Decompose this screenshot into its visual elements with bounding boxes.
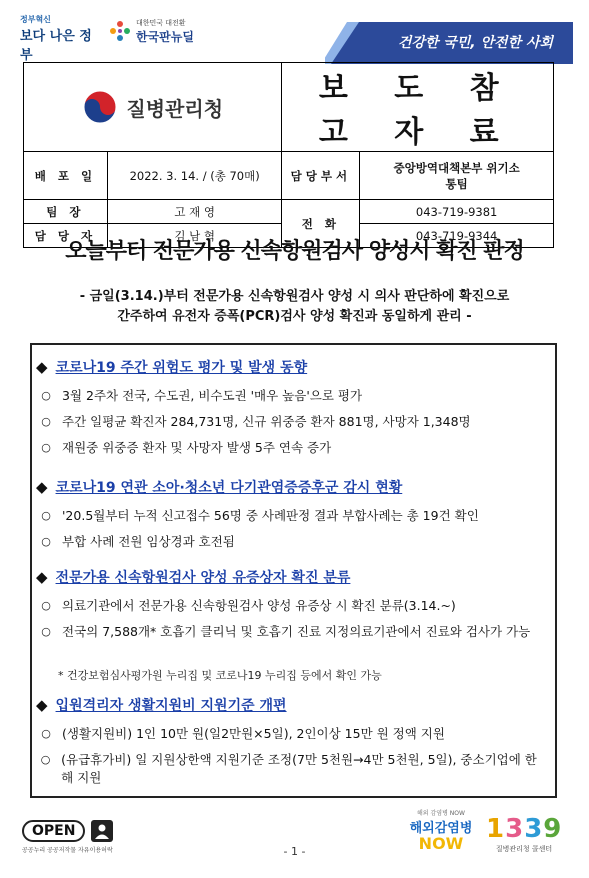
circle-bullet-icon: ○ — [41, 599, 51, 612]
hotline-logo — [486, 814, 562, 860]
circle-bullet-icon: ○ — [40, 753, 51, 766]
page-number: - 1 - — [283, 845, 306, 858]
section-heading — [36, 357, 307, 377]
section-title: 전문가용 신속항원검사 양성 유증상자 확진 분류 — [55, 570, 351, 586]
section-title: 입원격리자 생활지원비 지원기준 개편 — [55, 698, 287, 714]
list-item: ○ 재원중 위중증 환자 및 사망자 발생 5주 연속 증가 — [41, 440, 332, 455]
footnote: * 건강보험심사평가원 누리집 및 코로나19 누리집 등에서 확인 가능 — [58, 669, 382, 682]
date-value: 2022. 3. 14. / (총 70매) — [107, 152, 282, 200]
list-item: ○ (유급휴가비) 일 지원상한액 지원기준 조정(7만 5천원→4만 5천원, 5일), 중소기업에 한해 지원 — [40, 752, 537, 785]
slogan-banner — [325, 22, 573, 64]
gov-logo-main-text: 보다 나은 정부 — [20, 29, 92, 63]
phone-label: 전 화 — [282, 200, 360, 248]
section-heading — [36, 477, 402, 497]
new-deal-main-text: 한국판뉴딜 — [136, 29, 194, 44]
list-item: ○ 전국의 7,588개* 호흡기 클리닉 및 호흡기 진료 지정의료기관에서 진료와 검사가 가능 — [41, 624, 531, 639]
campaign-now-text: NOW — [418, 834, 464, 853]
circle-bullet-icon: ○ — [41, 625, 51, 638]
doc-type-cell — [282, 63, 554, 152]
agency-name: 질병관리청 — [126, 96, 224, 121]
diamond-bullet-icon: ◆ — [36, 358, 48, 376]
hotline-number: 1339 — [486, 814, 563, 844]
circle-bullet-icon: ○ — [41, 389, 51, 402]
staff-value: 김 남 혁 — [107, 224, 282, 248]
kdca-emblem-icon — [82, 89, 118, 125]
gov-logo-small-text: 정부혁신 — [20, 15, 51, 24]
diamond-bullet-icon: ◆ — [36, 478, 48, 496]
campaign-small-text: 해외 감염병 NOW — [417, 810, 465, 817]
campaign-logo — [408, 808, 474, 858]
list-item: ○ 주간 일평균 확진자 284,731명, 신규 위중증 환자 881명, 사망자 1,348명 — [41, 414, 471, 429]
list-item: ○ 의료기관에서 전문가용 신속항원검사 양성 유증상 시 확진 분류(3.14.~) — [41, 598, 456, 613]
open-sub-text: 공공누리 공공저작물 자유이용허락 — [22, 847, 113, 854]
doc-type-title: 보 도 참 고 자 료 — [318, 71, 517, 150]
headline: 오늘부터 전문가용 신속항원검사 양성시 확진 판정 — [65, 239, 524, 264]
dept-label: 담당부서 — [282, 152, 360, 200]
list-item: ○ 부합 사례 전원 임상경과 호전됨 — [41, 534, 235, 549]
list-item: ○ '20.5월부터 누적 신고접수 56명 중 사례판정 결과 부합사례는 총 19건 확인 — [41, 508, 479, 523]
slogan-text: 건강한 국민, 안전한 사회 — [397, 35, 553, 51]
new-deal-small-text: 대한민국 대전환 — [136, 18, 186, 27]
phone-1: 043-719-9381 — [360, 200, 554, 224]
date-label: 배 포 일 — [24, 152, 108, 200]
team-head-label: 팀 장 — [24, 200, 108, 224]
gov-innovation-logo — [20, 14, 92, 63]
staff-label: 담 당 자 — [24, 224, 108, 248]
circle-bullet-icon: ○ — [41, 535, 51, 548]
open-label: OPEN — [22, 820, 85, 842]
campaign-main-text: 해외감염병 — [409, 821, 473, 836]
circle-bullet-icon: ○ — [41, 415, 51, 428]
diamond-bullet-icon: ◆ — [36, 696, 48, 714]
dept-value: 중앙방역대책본부 위기소통팀 — [360, 152, 554, 200]
diamond-bullet-icon: ◆ — [36, 568, 48, 586]
press-info-table — [23, 62, 554, 248]
subtitle-line-2: 간주하여 유전자 증폭(PCR)검사 양성 확진과 동일하게 관리 - — [117, 309, 472, 324]
circle-bullet-icon: ○ — [41, 727, 51, 740]
section-title: 코로나19 주간 위험도 평가 및 발생 동향 — [55, 360, 308, 376]
team-head-value: 고 재 영 — [107, 200, 282, 224]
new-deal-icon — [108, 19, 132, 43]
phone-2: 043-719-9344 — [360, 224, 554, 248]
circle-bullet-icon: ○ — [41, 509, 51, 522]
hotline-sub-text: 질병관리청 콜센터 — [495, 845, 553, 853]
circle-bullet-icon: ○ — [41, 441, 51, 454]
korean-new-deal-logo — [108, 14, 208, 48]
section-heading — [36, 567, 350, 587]
section-heading — [36, 695, 287, 715]
section-title: 코로나19 연관 소아·청소년 다기관염증증후군 감시 현황 — [55, 480, 403, 496]
list-item: ○ (생활지원비) 1인 10만 원(일2만원×5일), 2인이상 15만 원 정액 지원 — [41, 726, 445, 741]
list-item: ○ 3월 2주차 전국, 수도권, 비수도권 '매우 높음'으로 평가 — [41, 388, 363, 403]
subtitle-line-1: - 금일(3.14.)부터 전문가용 신속항원검사 양성 시 의사 판단하에 확진으로 — [79, 289, 510, 304]
person-icon — [91, 820, 113, 842]
agency-cell — [24, 63, 282, 152]
summary-box — [30, 343, 557, 798]
